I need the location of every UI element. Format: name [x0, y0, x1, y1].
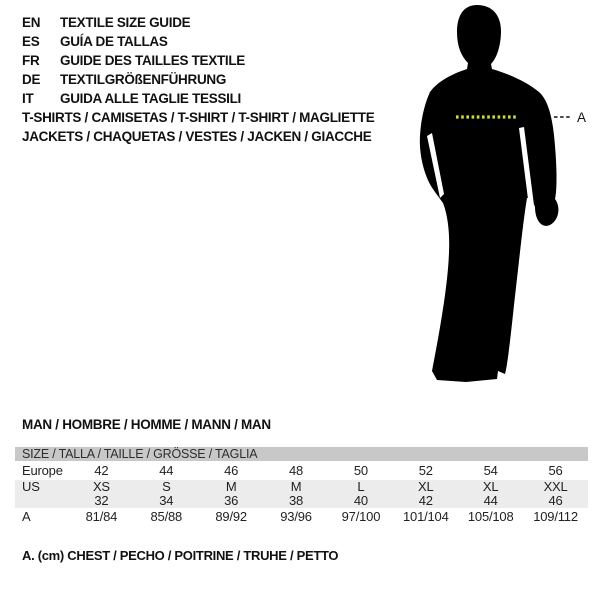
language-code: ES: [22, 34, 40, 49]
category-line-jackets: JACKETS / CHAQUETAS / VESTES / JACKEN / GIACCHE: [22, 129, 372, 144]
category-line-tshirts: T-SHIRTS / CAMISETAS / T-SHIRT / T-SHIRT / MAGLIETTE: [22, 110, 375, 125]
measurement-note: A. (cm) CHEST / PECHO / POITRINE / TRUHE / PETTO: [22, 548, 339, 563]
size-cell: XS: [92, 479, 110, 494]
size-cell: 89/92: [215, 509, 247, 524]
size-cell: 40: [353, 493, 368, 508]
language-list: [22, 13, 245, 108]
gender-heading: MAN / HOMBRE / HOMME / MANN / MAN: [22, 417, 271, 432]
size-cell: 54: [483, 463, 498, 478]
size-cell: 34: [159, 493, 174, 508]
size-cell: 52: [418, 463, 433, 478]
language-label: GUIDE DES TAILLES TEXTILE: [60, 53, 246, 68]
size-cell: 38: [289, 493, 304, 508]
size-cell: 81/84: [85, 509, 118, 524]
measure-label-a: A: [577, 110, 587, 125]
size-cell: 105/108: [467, 509, 514, 524]
language-row-en: [22, 13, 245, 32]
size-cell: 32: [94, 493, 109, 508]
size-table-header: SIZE / TALLA / TAILLE / GRÖSSE / TAGLIA: [15, 447, 588, 461]
size-cell: 97/100: [341, 509, 381, 524]
size-cell: M: [225, 479, 237, 494]
size-cell: 93/96: [280, 509, 312, 524]
language-row-es: [22, 32, 245, 51]
size-cell: 42: [94, 463, 109, 478]
language-label: GUIDA ALLE TAGLIE TESSILI: [60, 91, 241, 106]
size-cell: 44: [159, 463, 174, 478]
row-label: A: [22, 509, 31, 524]
row-label: [15, 494, 69, 508]
table-row-europe: [15, 461, 588, 480]
size-cell: 109/112: [533, 509, 578, 524]
language-row-it: [22, 89, 245, 108]
category-lines: [22, 108, 374, 146]
language-label: GUÍA DE TALLAS: [60, 34, 168, 49]
size-cell: 46: [548, 493, 563, 508]
language-label: TEXTILE SIZE GUIDE: [60, 15, 191, 30]
size-table: [15, 447, 588, 526]
size-cell: XL: [418, 479, 434, 494]
size-cell: L: [357, 479, 365, 494]
row-label: Europe: [22, 463, 63, 478]
size-cell: 46: [224, 463, 239, 478]
language-code: DE: [22, 72, 41, 87]
language-code: FR: [22, 53, 40, 68]
size-cell: 85/88: [150, 509, 183, 524]
size-cell: 36: [224, 493, 239, 508]
size-cell: 56: [548, 463, 563, 478]
size-cell: 42: [418, 493, 433, 508]
size-figure: [395, 0, 595, 410]
size-cell: S: [162, 479, 171, 494]
table-row-us: [15, 480, 588, 494]
language-code: IT: [22, 91, 34, 106]
language-row-de: [22, 70, 245, 89]
language-row-fr: [22, 51, 245, 70]
size-cell: XXL: [543, 479, 568, 494]
size-cell: 48: [289, 463, 304, 478]
table-row-numeric: [15, 494, 588, 508]
size-cell: 44: [483, 493, 498, 508]
language-code: EN: [22, 15, 41, 30]
row-label: US: [22, 479, 40, 494]
size-cell: 50: [353, 463, 368, 478]
size-cell: M: [290, 479, 302, 494]
size-cell: 101/104: [403, 509, 449, 524]
table-row-chest-a: [15, 508, 588, 526]
size-cell: XL: [482, 479, 499, 494]
language-label: TEXTILGRÖßENFÜHRUNG: [60, 72, 227, 87]
